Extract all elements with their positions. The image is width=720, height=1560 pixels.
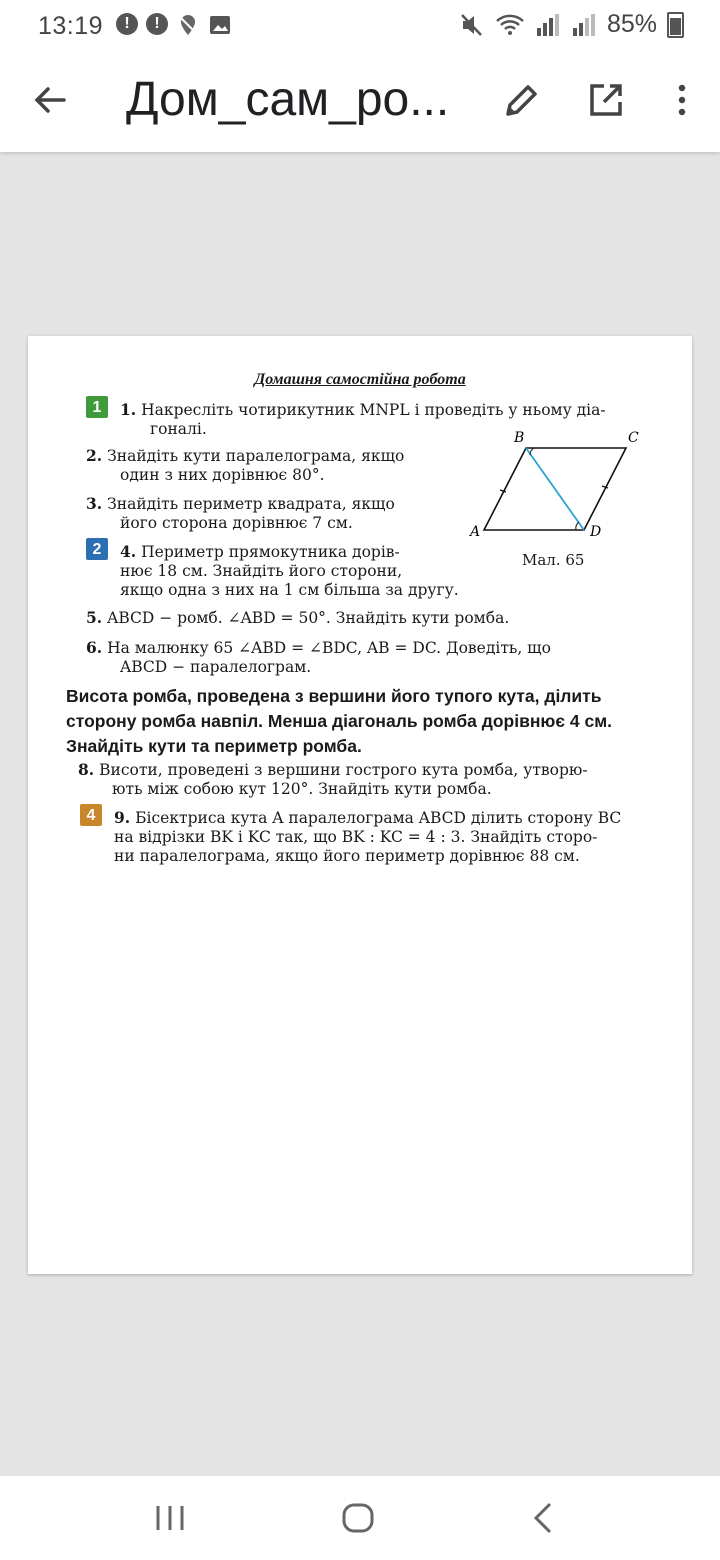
task-5: 5. ABCD − ромб. ∠ABD = 50°. Знайдіть кути ромба. (86, 608, 510, 627)
alert-icon: ! (116, 13, 138, 35)
label-c: C (628, 430, 639, 446)
open-external-icon[interactable] (586, 80, 626, 120)
back-nav-icon[interactable] (524, 1498, 564, 1538)
doc-heading: Домашня самостійна робота (254, 371, 466, 388)
level-badge-2: 2 (86, 538, 108, 560)
status-bar (0, 0, 720, 52)
wifi-icon (495, 12, 525, 38)
label-d: D (590, 524, 602, 540)
figure-caption: Мал. 65 (522, 551, 585, 569)
task-2: 2. Знайдіть кути паралелограма, якщо один з них дорівнює 80°. (86, 446, 405, 484)
task-6: 6. На малюнку 65 ∠ABD = ∠BDC, AB = DC. Доведіть, що ABCD − паралелограм. (86, 638, 551, 676)
image-icon (208, 13, 232, 37)
home-icon[interactable] (338, 1498, 378, 1538)
document-title: Дом_сам_ро... (126, 73, 450, 126)
task-4: 4. Периметр прямокутника дорів- нює 18 см. Знайдіть його сторони, якщо одна з них на 1 см більша за другу. (120, 542, 459, 599)
recent-apps-icon[interactable] (150, 1498, 190, 1538)
signal-icon (571, 12, 597, 38)
document-page (28, 336, 692, 1274)
parallelogram-figure (464, 428, 654, 548)
more-options-icon[interactable] (668, 80, 696, 120)
diagonal-bd (526, 448, 584, 530)
task-1: 1. Накресліть чотирикутник MNPL і проведіть у ньому діа- гоналі. (120, 400, 606, 438)
task-8: 8. Висоти, проведені з вершини гострого кута ромба, утворю- ють між собою кут 120°. Знайдіть кути ромба. (78, 760, 588, 798)
signal-icon (535, 12, 561, 38)
location-off-icon (176, 13, 200, 37)
status-time: 13:19 (38, 12, 104, 40)
battery-icon (667, 12, 684, 38)
notification-icons (116, 13, 232, 37)
alert-icon: ! (146, 13, 168, 35)
battery-percent: 85% (606, 10, 657, 38)
task-9: 9. Бісектриса кута A паралелограма ABCD ділить сторону BC на відрізки BK і KC так, що BK : KC = 4 : 3. Знайдіть сторо- ни паралелограма, якщо його периметр дорівнює 88 см. (114, 808, 622, 865)
app-bar (0, 52, 720, 152)
edit-pencil-icon[interactable] (502, 80, 542, 120)
label-b: B (514, 430, 525, 446)
bold-task: Висота ромба, проведена з вершини його тупого кута, ділить сторону ромба навпіл. Менша діагональ ромба дорівнює 4 см. Знайдіть кути та периметр ромба. (66, 686, 613, 756)
label-a: A (470, 524, 481, 540)
level-badge-1: 1 (86, 396, 108, 418)
system-nav-bar (0, 1476, 720, 1560)
system-icons (459, 10, 684, 39)
back-arrow-icon[interactable] (28, 78, 72, 122)
task-3: 3. Знайдіть периметр квадрата, якщо його сторона дорівнює 7 см. (86, 494, 395, 532)
level-badge-4: 4 (80, 804, 102, 826)
mute-icon (459, 12, 485, 38)
